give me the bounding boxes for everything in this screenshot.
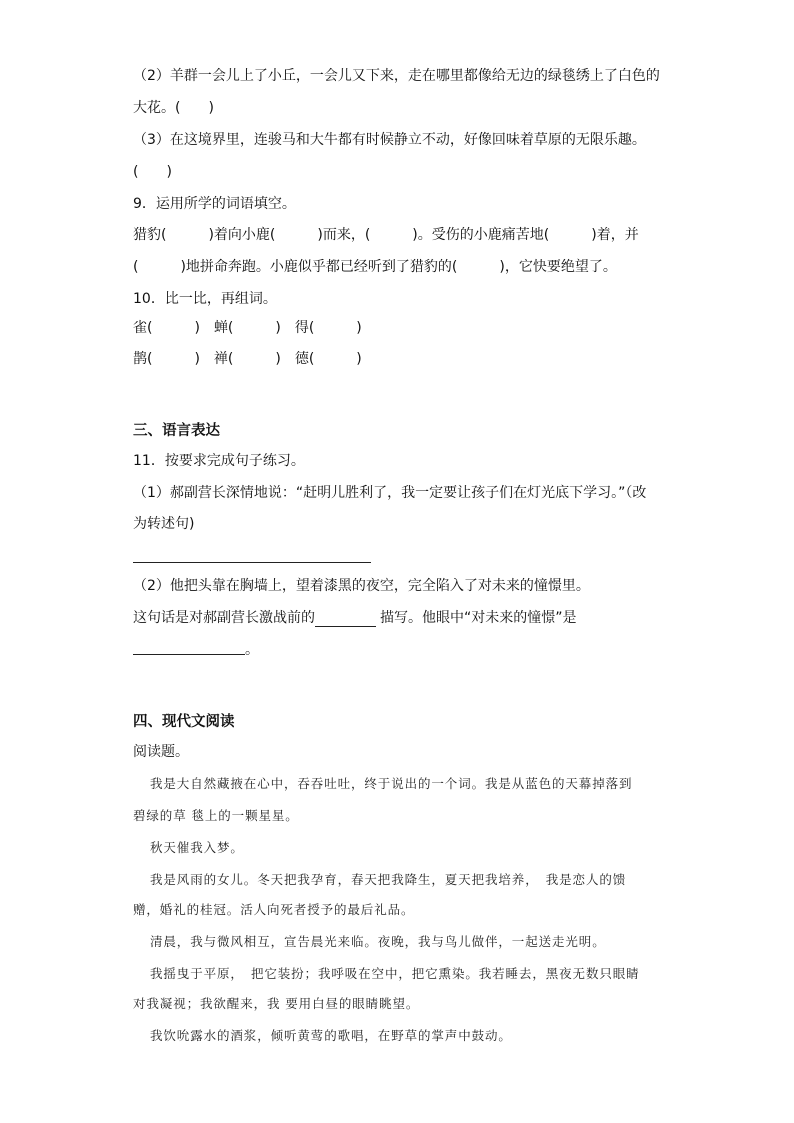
poem-line: 我是风雨的女儿。冬天把我孕育，春天把我降生，夏天把我培养， 我是恋人的馈 — [150, 872, 627, 887]
q11-item1-line1: （1）郝副营长深情地说：“赶明儿胜利了，我一定要让孩子们在灯光底下学习。”（改 — [133, 485, 647, 501]
q8-item3-line2: ( ) — [133, 164, 172, 180]
section4-heading: 四、现代文阅读 — [133, 714, 235, 730]
q11-item2-line2b: 描写。他眼中“对未来的憧憬”是 — [380, 610, 577, 626]
q11-item2-line1: （2）他把头靠在胸墙上，望着漆黑的夜空，完全陷入了对未来的憧憬里。 — [133, 578, 590, 594]
poem-line: 碧绿的草 毯上的一颗星星。 — [133, 808, 299, 823]
answer-blank-hope[interactable] — [133, 654, 245, 655]
q9-title: 9．运用所学的词语填空。 — [133, 196, 296, 212]
q8-item2-line1: （2）羊群一会儿上了小丘，一会儿又下来，走在哪里都像给无边的绿毯绣上了白色的 — [133, 68, 660, 84]
section3-heading: 三、语言表达 — [133, 423, 220, 439]
q9-line1: 猎豹( )着向小鹿( )而来，( )。受伤的小鹿痛苦地( )着，并 — [133, 227, 639, 243]
poem-line: 我是大自然藏掖在心中，吞吞吐吐，终于说出的一个词。我是从蓝色的天幕掉落到 — [150, 776, 633, 791]
q10-row1: 雀( ) 蝉( ) 得( ) — [133, 320, 362, 336]
poem-line: 清晨，我与微风相互，宣告晨光来临。夜晚，我与鸟儿做伴，一起送走光明。 — [150, 934, 606, 949]
q11-title: 11．按要求完成句子练习。 — [133, 453, 305, 469]
q10-title: 10．比一比，再组词。 — [133, 291, 277, 307]
poem-line: 我饮吮露水的酒浆，倾听黄莺的歌唱，在野草的掌声中鼓动。 — [150, 1028, 512, 1043]
q8-item3-line1: （3）在这境界里，连骏马和大牛都有时候静立不动，好像回味着草原的无限乐趣。 — [133, 132, 646, 148]
q11-item2-line3-end: 。 — [245, 642, 259, 658]
poem-line: 赠，婚礼的桂冠。活人向死者授予的最后礼品。 — [133, 902, 415, 917]
q11-item2-line2a: 这句话是对郝副营长激战前的 — [133, 610, 315, 626]
answer-blank-description[interactable] — [315, 626, 376, 627]
q10-row2: 鹊( ) 禅( ) 德( ) — [133, 351, 362, 367]
q11-item1-line2: 为转述句) — [133, 516, 195, 532]
poem-line: 对我凝视；我欲醒来，我 要用白昼的眼睛眺望。 — [133, 996, 420, 1011]
section4-intro: 阅读题。 — [133, 744, 189, 760]
poem-line: 秋天催我入梦。 — [150, 840, 244, 855]
q8-item2-line2: 大花。( ) — [133, 100, 214, 116]
poem-line: 我摇曳于平原， 把它装扮；我呼吸在空中，把它熏染。我若睡去，黑夜无数只眼睛 — [150, 966, 640, 981]
answer-line-1[interactable] — [133, 562, 371, 563]
q9-line2: ( )地拼命奔跑。小鹿似乎都已经听到了猎豹的( )，它快要绝望了。 — [133, 259, 617, 275]
